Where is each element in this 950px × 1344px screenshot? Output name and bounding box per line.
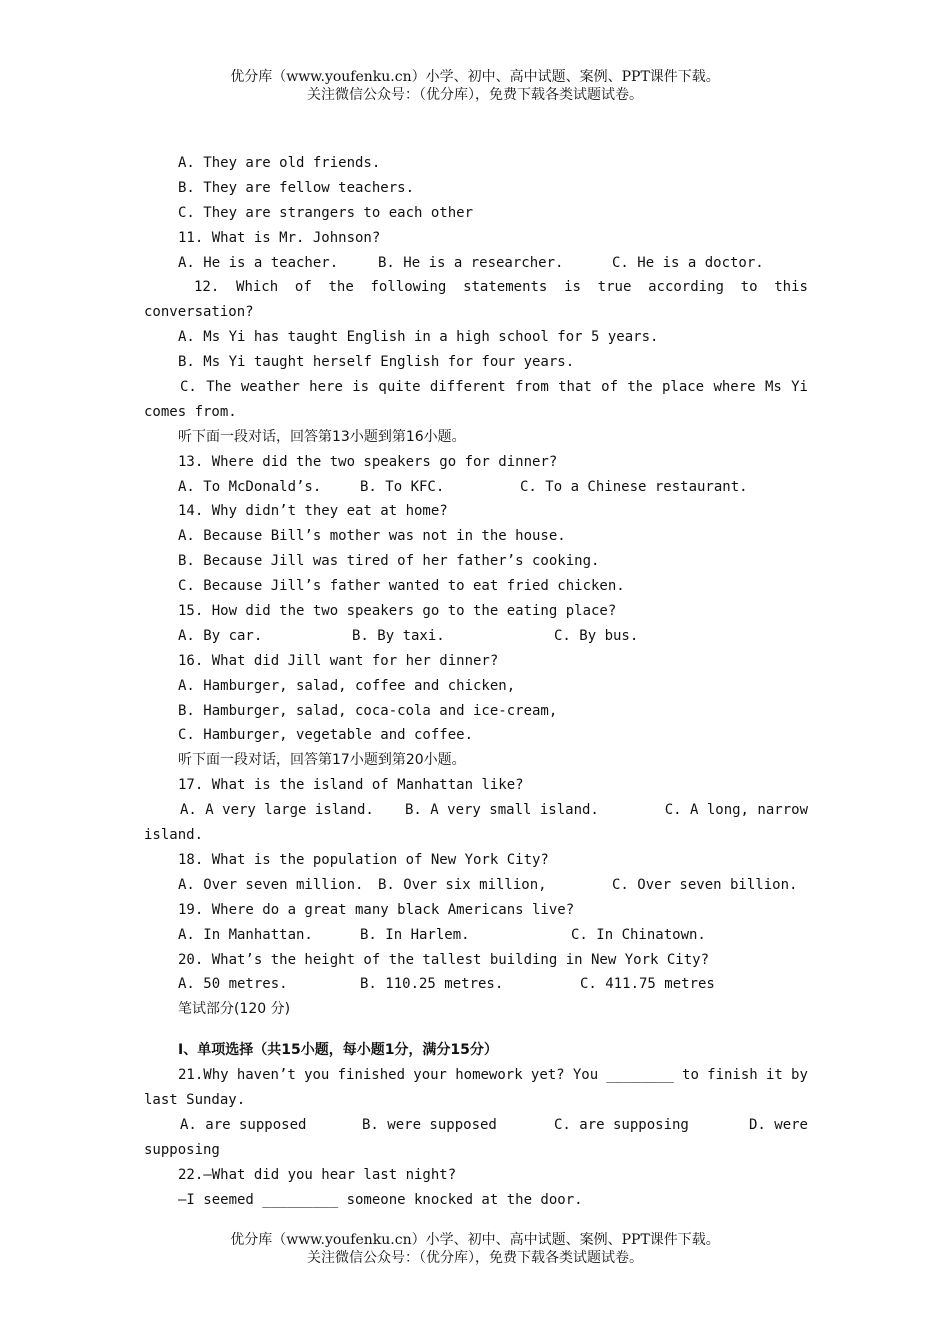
q12c-word: where [713,379,756,396]
q21-stem-continued: last Sunday. [144,1091,246,1108]
q12c-word: weather [240,379,300,396]
header-line-1: 优分库（www.youfenku.cn）小学、初中、高中试题、案例、PPT课件下载。 [230,69,720,85]
q12c-word: Ms [764,379,782,396]
q17-stem: 17. What is the island of Manhattan like? [178,777,524,794]
q12c-word: the [627,379,653,396]
q20-options [144,972,808,997]
q21-option-d: D. were [748,1116,808,1133]
q19-option-c: C. In Chinatown. [571,926,706,943]
q12c-word: place [661,379,705,396]
q12-word: statements [463,279,548,296]
q12-option-a: A. Ms Yi has taught English in a high school for 5 years. [178,329,659,346]
page-footer [0,1231,950,1267]
q12-option-b: B. Ms Yi taught herself English for four years. [178,354,575,371]
q14-option-c: C. Because Jill’s father wanted to eat fried chicken. [178,578,625,595]
q21-word: yet? [530,1067,565,1084]
q19-stem: 19. Where do a great many black Americans live? [178,901,575,918]
q21-blank: ________ [606,1067,674,1084]
q12-word: the [328,279,354,296]
q12-word: according [648,279,724,296]
q12-word: 12. [194,279,220,296]
q15-option-b: B. By taxi. [352,627,445,644]
q11-options [144,251,808,276]
q12-stem [144,275,808,300]
q12-option-c-continued: comes from. [144,403,237,420]
section-heading-17-20: 听下面一段对话，回答第17小题到第20小题。 [178,752,466,769]
q21-word: you [304,1067,330,1084]
q21-option-c: C. are supposing [554,1116,689,1133]
q21-word: You [572,1067,599,1084]
q20-option-c: C. 411.75 metres [580,976,715,993]
q21-word: finish [707,1067,758,1084]
q15-stem: 15. How did the two speakers go to the eating place? [178,603,617,620]
q21-word: haven’t [236,1067,296,1084]
q12-word: Which [236,279,279,296]
q17-option-a: A. A very large island. [180,802,374,819]
document-body [144,151,808,1212]
q21-word: it [765,1067,783,1084]
q20-option-a: A. 50 metres. [178,976,288,993]
q18-stem: 18. What is the population of New York City? [178,851,549,868]
q12-word: following [370,279,447,296]
q16-stem: 16. What did Jill want for her dinner? [178,652,499,669]
q17-option-c-continued: island. [144,827,204,844]
q12-stem-continued: conversation? [144,304,254,321]
q17-options [144,798,808,823]
q12-option-c [144,375,808,400]
q12-word: of [294,279,312,296]
q21-options [144,1113,808,1138]
q12c-word: from [515,379,549,396]
q12c-word: is [352,379,370,396]
q16-option-c: C. Hamburger, vegetable and coffee. [178,727,474,744]
q12c-word: The [206,379,232,396]
written-part-heading: 笔试部分(120 分) [178,1001,291,1018]
q10-option-b: B. They are fellow teachers. [178,179,415,196]
q21-word: to [682,1067,699,1084]
q17-option-b: B. A very small island. [405,802,599,819]
q15-option-c: C. By bus. [554,627,639,644]
q10-option-a: A. They are old friends. [178,155,381,171]
q21-word: finished [337,1067,406,1084]
q12-word: true [597,279,632,296]
q20-option-b: B. 110.25 metres. [360,976,504,993]
q21-word: 21.Why [178,1067,229,1084]
section-heading-13-16: 听下面一段对话，回答第13小题到第16小题。 [178,428,466,445]
q15-options [144,624,808,649]
q18-option-b: B. Over six million, [378,876,547,893]
q12c-word: C. [180,379,197,396]
q14-option-b: B. Because Jill was tired of her father’s cooking. [178,553,600,570]
q14-stem: 14. Why didn’t they eat at home? [178,503,448,520]
q21-word: homework [455,1067,523,1084]
q12c-word: quite [378,379,421,396]
page-header [0,68,950,104]
q21-word: your [413,1067,447,1084]
q18-option-c: C. Over seven billion. [612,876,798,893]
q13-option-c: C. To a Chinese restaurant. [520,478,748,495]
footer-line-1: 优分库（www.youfenku.cn）小学、初中、高中试题、案例、PPT课件下载。 [230,1232,720,1248]
q20-stem: 20. What’s the height of the tallest building in New York City? [178,951,710,968]
q12c-word: that [558,379,592,396]
q13-option-b: B. To KFC. [360,478,445,495]
q12-word: to [740,279,758,296]
q21-word: by [791,1067,808,1084]
header-line-2: 关注微信公众号：（优分库），免费下载各类试题试卷。 [307,87,643,103]
q22-line-1: 22.—What did you hear last night? [178,1166,457,1183]
q22-line-2: —I seemed _________ someone knocked at the door. [178,1191,583,1208]
q21-option-d-continued: supposing [144,1141,220,1158]
q21-option-a: A. are supposed [180,1116,307,1133]
q19-options [144,923,808,948]
q11-stem: 11. What is Mr. Johnson? [178,229,381,246]
q12c-word: here [309,379,343,396]
q11-option-a: A. He is a teacher. [178,254,339,271]
q12-word: is [564,279,581,296]
q11-option-b: B. He is a researcher. [378,254,564,271]
q12c-word: of [601,379,619,396]
q21-option-b: B. were supposed [362,1116,497,1133]
q11-option-c: C. He is a doctor. [612,254,764,271]
q12c-word: different [429,379,506,396]
q14-option-a: A. Because Bill’s mother was not in the house. [178,528,566,545]
q19-option-a: A. In Manhattan. [178,926,313,943]
q13-option-a: A. To McDonald’s. [178,478,322,495]
q13-options [144,475,808,500]
q18-options [144,873,808,898]
q12-word: this [774,279,808,296]
q12c-word: Yi [791,379,808,396]
q19-option-b: B. In Harlem. [360,926,470,943]
section-1-title: I、单项选择（共15小题，每小题1分，满分15分） [178,1042,498,1059]
q16-option-a: A. Hamburger, salad, coffee and chicken, [178,677,516,694]
q18-option-a: A. Over seven million. [178,876,364,893]
q15-option-a: A. By car. [178,627,263,644]
q10-option-c: C. They are strangers to each other [178,204,474,221]
spacer [144,1022,808,1038]
q21-stem [144,1063,808,1088]
q16-option-b: B. Hamburger, salad, coca-cola and ice-cream, [178,702,558,719]
q17-option-c: C. A long, narrow [664,802,808,819]
q13-stem: 13. Where did the two speakers go for dinner? [178,453,558,470]
footer-line-2: 关注微信公众号：（优分库），免费下载各类试题试卷。 [307,1250,643,1266]
